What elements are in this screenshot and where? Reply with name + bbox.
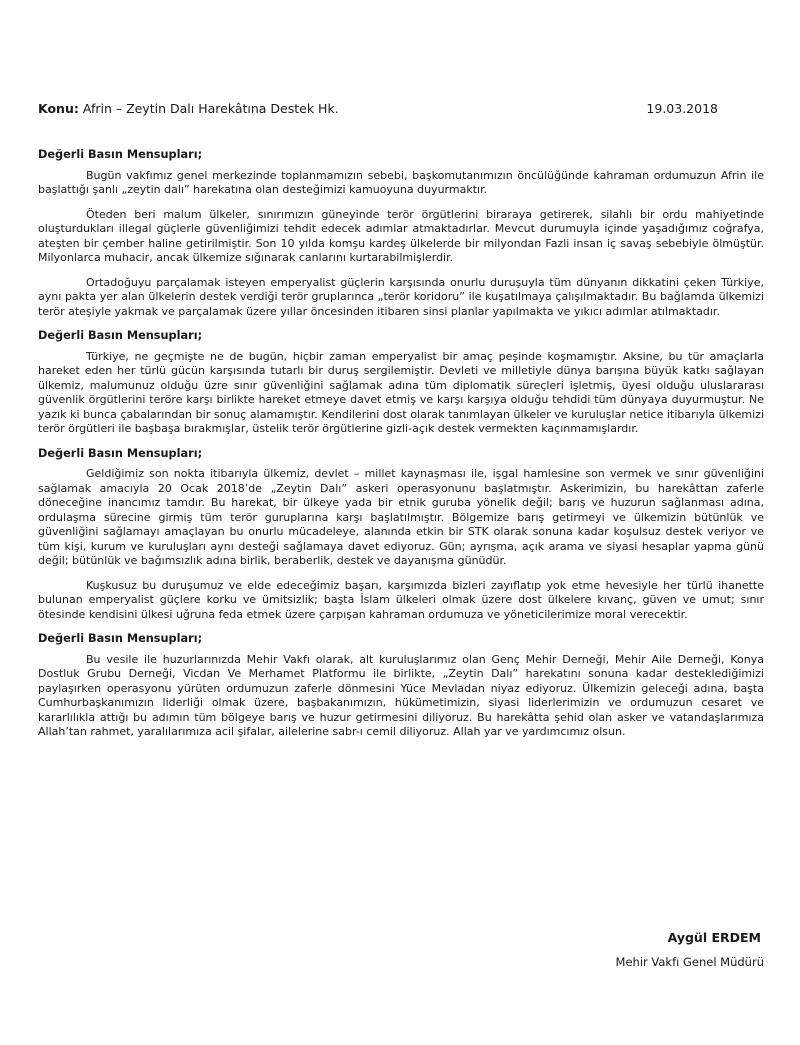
subject-label: Konu:	[38, 101, 79, 116]
letter-section	[38, 632, 764, 740]
letter-section	[38, 329, 764, 437]
paragraph: Öteden beri malum ülkeler, sınırımızın güneyinde terör örgütlerini biraraya getirerek, silahlı bir ordu mahiyetinde oluşturdukları illegal güçlerle güvenliğimizi tehdit edecek adımlar atmaktadırlar. Mevcut durumuyla içinde yaşadığımız coğrafya, ateşten bir çember haline getirilmiştir. Son 10 yılda komşu kardeş ülkelerde bir milyondan Fazli insan iç savaş sebebiyle ölmüştür. Milyonlarca muhacir, ancak ülkemize sığınarak canlarını kurtarabilmişlerdir.	[38, 207, 764, 264]
salutation: Değerli Basın Mensupları;	[38, 329, 203, 342]
salutation: Değerli Basın Mensupları;	[38, 148, 203, 161]
subject-text: Afrin – Zeytin Dalı Harekâtına Destek Hk.	[82, 101, 339, 116]
signature-block	[616, 930, 764, 970]
paragraph: Kuşkusuz bu duruşumuz ve elde edeceğimiz başarı, karşımızda bizleri zayıflatıp yok etme hevesiyle her türlü ihanette bulunan emperyalist güçlere korku ve ümitsizlik; başta İslam ülkeleri olmak üzere dost ülkelere kıvanç, güven ve umut; sınır ötesinde kendisini ülkesi uğruna feda etmek üzere çarpışan kahraman ordumuza ve yöneticilerimize moral verecektir.	[38, 578, 764, 621]
signatory-title: Mehir Vakfı Genel Müdürü	[615, 955, 764, 969]
letter-date: 19.03.2018	[646, 101, 718, 116]
salutation: Değerli Basın Mensupları;	[38, 632, 203, 645]
paragraph: Türkiye, ne geçmişte ne de bugün, hiçbir zaman emperyalist bir amaç peşinde koşmamıştır. Aksine, bu tür amaçlarla hareket eden her türlü gücün karşısında tutarlı bir duruş sergilemiştir. Devleti ve milletiyle dünya barışına büyük katkı sağlayan ülkemiz, malumunuz olduğu üzre sınır güvenliğini sağlamak adına tüm diplomatik süreçleri işletmiş, üyesi olduğu uluslararası güvenlik örgütlerini teröre karşı birlikte hareket etmeye davet etmiş ve karşı karşıya olduğu tehdidi tüm dünyaya duyurmuştur. Ne yazık ki bunca çabalarından bir sonuç alamamıştır. Kendilerini dost olarak tanımlayan ülkeler ve kuruluşlar netice itibarıyla ülkemizi terör örgütleri ile başbaşa bırakmışlar, üstelik terör örgütlerine gizli-açık destek vermekten kaçınmamışlardır.	[38, 349, 764, 435]
letter-body	[38, 148, 764, 750]
subject-line	[38, 100, 718, 118]
paragraph: Bugün vakfımız genel merkezinde toplanmamızın sebebi, başkomutanımızın öncülüğünde kahraman ordumuzun Afrin ile başlattığı şanlı „zeytin dalı” harekatına olan desteğimizi kamuoyuna duyurmaktır.	[38, 168, 764, 196]
paragraph: Geldiğimiz son nokta itibarıyla ülkemiz, devlet – millet kaynaşması ile, işgal hamlesine son vermek ve sınır güvenliğini sağlamak amacıyla 20 Ocak 2018’de „Zeytin Dalı” askeri operasyonunu başlatmıştır. Askerimizin, bu harekâttan zaferle döneceğine inancımız tamdır. Bu harekat, bir ülkeye yada bir etnik guruba yönelik değil; barış ve huzurun sağlanması adına, ordulaşma sürecine girmiş tüm terör guruplarına karşı başlatılmıştır. Bölgemize barış getirmeyi ve ülkemizin bütünlük ve güvenliğini sağlamayı amaçlayan bu onurlu mücadeleye, alanında etkin bir STK olarak sonuna kadar koşulsuz destek veriyor ve tüm kişi, kurum ve kuruluşları aynı desteği sağlamaya davet ediyoruz. Gün; ayrışma, açık arama ve siyasi hesaplar yapma günü değil; bütünlük ve bağımsızlık adına birlik, beraberlik, destek ve dayanışma günüdür.	[38, 467, 764, 567]
letter-section	[38, 447, 764, 623]
letter-section	[38, 148, 764, 319]
paragraph: Ortadoğuyu parçalamak isteyen emperyalist güçlerin karşısında onurlu duruşuyla tüm dünyanın dikkatini çeken Türkiye, aynı pakta yer alan ülkelerin destek verdiği terör gruplarınca „terör koridoru” ile kuşatılmaya çalışılmaktadır. Bu bağlamda ülkemizi terör ateşiyle yakmak ve parçalamak üzere yıllar öncesinden itibaren sinsi planlar yapılmakta ve yıkıcı adımlar atılmaktadır.	[38, 275, 764, 318]
salutation: Değerli Basın Mensupları;	[38, 446, 203, 460]
signatory-name: Aygül ERDEM	[667, 930, 761, 945]
paragraph: Bu vesile ile huzurlarınızda Mehir Vakfı olarak, alt kuruluşlarımız olan Genç Mehir Derneği, Mehir Aile Derneği, Konya Dostluk Grubu Derneği, Vicdan Ve Merhamet Platformu ile birlikte, „Zeytin Dalı” harekatını sonuna kadar desteklediğimizi paylaşırken operasyonu yürüten ordumuzun zaferle dönmesini Yüce Mevladan niyaz ediyoruz. Ülkemizin geleceği adına, başta Cumhurbaşkanımızın liderliği olmak üzere, başbakanımızın, hükümetimizin, siyasi liderlerimizin ve ordumuzun cesaret ve kararlılıkla attığı bu adımın tüm bölgeye barış ve huzur getirmesini diliyoruz. Bu harekâtta şehid olan asker ve vatandaşlarımıza Allah’tan rahmet, yaralılarımıza acil şifalar, ailelerine sabr-ı cemil diliyoruz. Allah yar ve yardımcımız olsun.	[38, 652, 764, 738]
